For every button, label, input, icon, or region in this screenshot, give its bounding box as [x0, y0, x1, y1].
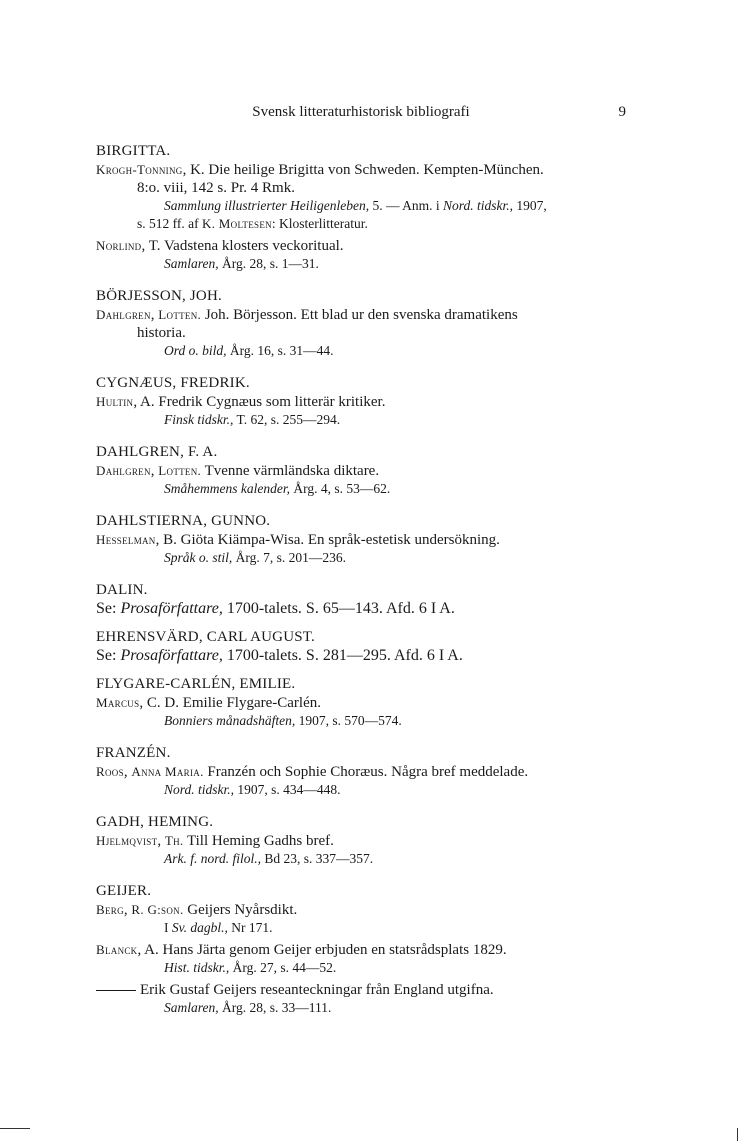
entry-initials: A.	[144, 942, 159, 958]
source-journal: Sv. dagbl.,	[171, 920, 228, 935]
note-author: K. Moltesen	[202, 216, 272, 231]
entry-author: Berg	[96, 902, 124, 917]
entry-title: Franzén och Sophie Choræus. Några bref meddelade.	[207, 764, 529, 780]
bibliography-entry	[96, 763, 636, 803]
entry-initials: R. G:son.	[131, 902, 184, 917]
entry-title: Die heilige Brigitta von Schweden. Kempten-München.	[208, 162, 544, 178]
page-number: 9	[618, 104, 626, 120]
entry-spacer	[96, 567, 636, 571]
see-reference	[96, 647, 636, 665]
section-heading: EHRENSVÄRD, CARL AUGUST.	[96, 629, 315, 645]
section-heading: BIRGITTA.	[96, 143, 171, 159]
entry-source	[96, 712, 636, 730]
entry-main-line: Blanck, A. Hans Järta genom Geijer erbjuden en statsrådsplats 1829.	[96, 942, 507, 958]
section-heading: DALIN.	[96, 582, 148, 598]
entry-source	[96, 959, 636, 977]
entry-main-line: Berg, R. G:son. Geijers Nyårsdikt.	[96, 902, 298, 918]
bibliography-entry	[96, 237, 636, 277]
source-journal: Samlaren,	[164, 1000, 219, 1015]
entry-source	[96, 781, 636, 799]
source-journal: Bonniers månadshäften,	[164, 713, 296, 728]
entry-title: Tvenne värmländska diktare.	[204, 463, 380, 479]
entry-source	[96, 919, 636, 937]
entry-author: Krogh-Tonning	[96, 162, 183, 177]
source-detail: Årg. 4, s. 53—62.	[289, 481, 391, 496]
entry-author: Dahlgren	[96, 463, 151, 478]
entry-author: Norlind	[96, 238, 142, 253]
entry-spacer	[96, 360, 636, 364]
scan-corner-mark	[737, 1128, 738, 1141]
note-series: Sammlung illustrierter Heiligenleben,	[164, 198, 370, 213]
source-detail: Årg. 28, s. 33—111.	[218, 1000, 332, 1015]
entry-main-line: Krogh-Tonning, K. Die heilige Brigitta von Schweden. Kempten-München.	[96, 162, 544, 178]
source-journal: Småhemmens kalender,	[164, 481, 290, 496]
entry-main-line: Hjelmqvist, Th. Till Heming Gadhs bref.	[96, 833, 334, 849]
section-heading: GEIJER.	[96, 883, 152, 899]
entry-spacer	[96, 730, 636, 734]
entry-title: Emilie Flygare-Carlén.	[182, 695, 322, 711]
note-year: 1907,	[513, 198, 547, 213]
entry-main-line: Norlind, T. Vadstena klosters veckoritual.	[96, 238, 344, 254]
bibliography-entry	[96, 694, 636, 734]
entry-title: Vadstena klosters veckoritual.	[164, 238, 344, 254]
bibliography-section	[96, 580, 636, 618]
entry-title-continued: historia.	[137, 325, 186, 341]
bibliography-entry	[96, 393, 636, 433]
bibliography-section	[96, 511, 636, 571]
entry-source	[96, 850, 636, 868]
scan-edge-mark	[0, 1128, 30, 1129]
bibliography-entry	[96, 981, 636, 1021]
bibliography-entry	[96, 462, 636, 502]
section-heading: DAHLGREN, F. A.	[96, 444, 218, 460]
entry-source	[96, 480, 636, 498]
bibliography-entry	[96, 161, 636, 237]
see-detail: 1700-talets. S. 65—143. Afd. 6 I A.	[222, 600, 455, 617]
entry-source	[96, 549, 636, 567]
entry-spacer	[96, 498, 636, 502]
bibliography-section	[96, 812, 636, 872]
see-detail: 1700-talets. S. 281—295. Afd. 6 I A.	[222, 647, 463, 664]
entry-note-continued	[96, 215, 636, 233]
note-detail: 5. — Anm. i	[369, 198, 443, 213]
note-journal: Nord. tidskr.,	[443, 198, 514, 213]
entry-spacer	[96, 273, 636, 277]
entry-source	[96, 411, 636, 429]
bibliography-section	[96, 442, 636, 502]
entry-title: Fredrik Cygnæus som litterär kritiker.	[158, 394, 386, 410]
bibliography-entry	[96, 531, 636, 571]
bibliography-entry	[96, 901, 636, 941]
entry-main-line: Hesselman, B. Giöta Kiämpa-Wisa. En språk-estetisk undersökning.	[96, 532, 500, 548]
source-journal: Språk o. stil,	[164, 550, 233, 565]
section-heading: FRANZÉN.	[96, 745, 171, 761]
see-title: Prosaförfattare,	[120, 600, 223, 617]
entry-source	[96, 342, 636, 360]
entry-spacer	[96, 868, 636, 872]
bibliography-entry	[96, 832, 636, 872]
entry-author: Roos	[96, 764, 124, 779]
entry-initials: A.	[140, 394, 155, 410]
see-label: Se:	[96, 647, 117, 664]
bibliography-section	[96, 627, 636, 665]
entry-initials: Th.	[164, 833, 184, 848]
entry-note	[96, 197, 636, 215]
entry-author: Marcus	[96, 695, 140, 710]
entry-author: Hesselman	[96, 532, 156, 547]
bibliography-section	[96, 881, 636, 1021]
entry-initials: Lotten.	[158, 307, 202, 322]
source-detail: 1907, s. 434—448.	[234, 782, 341, 797]
entry-title: Erik Gustaf Geijers reseanteckningar från England utgifna.	[140, 982, 494, 998]
entry-author: Dahlgren	[96, 307, 151, 322]
entry-initials: Lotten.	[158, 463, 202, 478]
entry-author: Hultin	[96, 394, 134, 409]
source-detail: Nr 171.	[227, 920, 273, 935]
section-heading: BÖRJESSON, JOH.	[96, 288, 222, 304]
entry-spacer	[96, 1017, 636, 1021]
section-heading: CYGNÆUS, FREDRIK.	[96, 375, 250, 391]
source-detail: Bd 23, s. 337—357.	[261, 851, 374, 866]
source-journal: Nord. tidskr.,	[164, 782, 235, 797]
section-heading: DAHLSTIERNA, GUNNO.	[96, 513, 271, 529]
ditto-dash	[96, 990, 136, 991]
see-label: Se:	[96, 600, 117, 617]
entry-spacer	[96, 799, 636, 803]
note-topic: : Klosterlitteratur.	[271, 216, 368, 231]
section-heading: GADH, HEMING.	[96, 814, 214, 830]
section-heading: FLYGARE-CARLÉN, EMILIE.	[96, 676, 296, 692]
entry-main-line: Dahlgren, Lotten. Joh. Börjesson. Ett blad ur den svenska dramatikens	[96, 307, 518, 323]
entry-main-line: Marcus, C. D. Emilie Flygare-Carlén.	[96, 695, 322, 711]
source-detail: 1907, s. 570—574.	[295, 713, 402, 728]
entry-title: Hans Järta genom Geijer erbjuden en statsrådsplats 1829.	[162, 942, 507, 958]
bibliography-entry	[96, 306, 636, 364]
entry-author: Hjelmqvist	[96, 833, 158, 848]
source-journal: Finsk tidskr.,	[164, 412, 234, 427]
entry-initials: K.	[190, 162, 205, 178]
entry-title: Geijers Nyårsdikt.	[187, 902, 298, 918]
bibliography-section	[96, 286, 636, 364]
bibliography-entry	[96, 941, 636, 981]
entry-source	[96, 999, 636, 1017]
source-journal: Ark. f. nord. filol.,	[164, 851, 261, 866]
see-reference	[96, 600, 636, 618]
entry-initials: B.	[163, 532, 177, 548]
source-journal: Hist. tidskr.,	[164, 960, 230, 975]
entry-initials: C. D.	[146, 695, 179, 711]
entry-title-continued: 8:o. viii, 142 s. Pr. 4 Rmk.	[137, 180, 295, 196]
note-pages: s. 512 ff. af	[137, 216, 202, 231]
entry-title: Till Heming Gadhs bref.	[186, 833, 334, 849]
entry-main-line: Hultin, A. Fredrik Cygnæus som litterär kritiker.	[96, 394, 386, 410]
entry-main-line: Dahlgren, Lotten. Tvenne värmländska diktare.	[96, 463, 380, 479]
entry-title: Joh. Börjesson. Ett blad ur den svenska dramatikens	[204, 307, 518, 323]
bibliography-section	[96, 743, 636, 803]
entry-title: Giöta Kiämpa-Wisa. En språk-estetisk undersökning.	[180, 532, 500, 548]
entry-author: Blanck	[96, 942, 138, 957]
running-header	[96, 104, 626, 126]
source-prefix: I	[164, 920, 172, 935]
source-journal: Samlaren,	[164, 256, 219, 271]
source-detail: Årg. 28, s. 1—31.	[218, 256, 319, 271]
entry-main-line	[96, 981, 636, 999]
bibliography-section	[96, 141, 636, 277]
source-detail: Årg. 27, s. 44—52.	[229, 960, 337, 975]
bibliography-section	[96, 373, 636, 433]
entry-initials: T.	[148, 238, 161, 254]
source-detail: Årg. 16, s. 31—44.	[226, 343, 334, 358]
source-detail: Årg. 7, s. 201—236.	[232, 550, 347, 565]
entry-main-line: Roos, Anna Maria. Franzén och Sophie Choræus. Några bref meddelade.	[96, 764, 529, 780]
source-detail: T. 62, s. 255—294.	[233, 412, 341, 427]
bibliography-content	[96, 141, 636, 1021]
source-journal: Ord o. bild,	[164, 343, 227, 358]
entry-spacer	[96, 429, 636, 433]
bibliography-section	[96, 674, 636, 734]
entry-source	[96, 255, 636, 273]
see-title: Prosaförfattare,	[120, 647, 223, 664]
entry-initials: Anna Maria.	[131, 764, 204, 779]
running-title: Svensk litteraturhistorisk bibliografi	[252, 104, 470, 120]
